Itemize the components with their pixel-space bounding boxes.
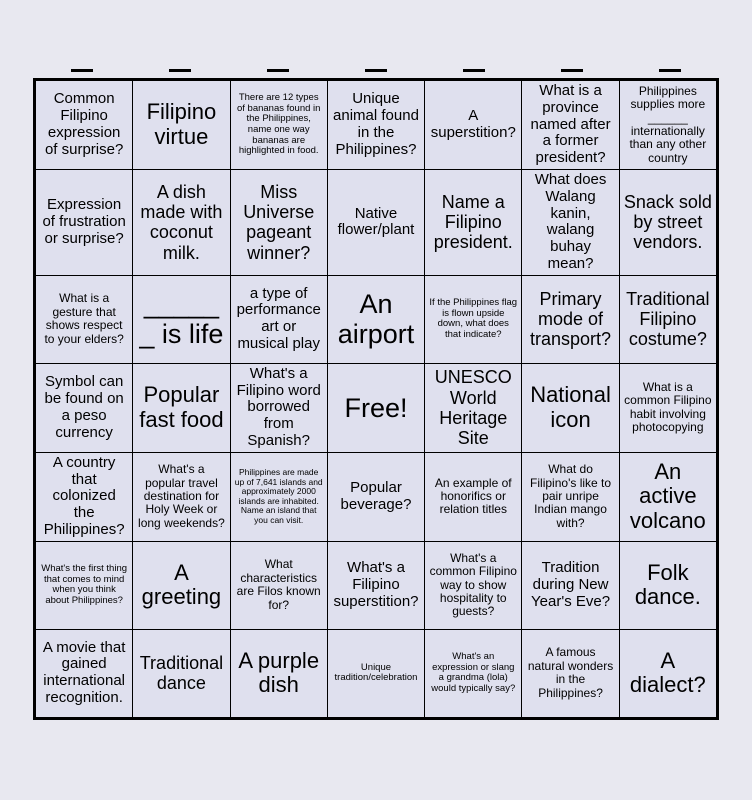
bingo-cell[interactable]: ______ is life [133, 275, 230, 363]
dash-icon [463, 69, 485, 72]
bingo-row [36, 363, 717, 452]
bingo-cell[interactable]: Traditional Filipino costume? [619, 275, 716, 363]
dash-icon [267, 69, 289, 72]
bingo-cell[interactable]: What's a Filipino word borrowed from Spanish? [230, 363, 327, 452]
bingo-cell[interactable]: What characteristics are Filos known for? [230, 541, 327, 629]
bingo-cell[interactable]: Snack sold by street vendors. [619, 169, 716, 275]
bingo-cell[interactable]: Tradition during New Year's Eve? [522, 541, 619, 629]
dash-icon [659, 69, 681, 72]
column-mark-3 [229, 62, 327, 78]
bingo-cell[interactable]: Expression of frustration or surprise? [36, 169, 133, 275]
bingo-row [36, 629, 717, 717]
bingo-row [36, 452, 717, 541]
bingo-cell[interactable]: Popular beverage? [327, 452, 424, 541]
bingo-cell[interactable]: If the Philippines flag is flown upside down, what does that indicate? [425, 275, 522, 363]
bingo-cell[interactable]: What do Filipino's like to pair unripe Indian mango with? [522, 452, 619, 541]
dash-icon [365, 69, 387, 72]
bingo-cell[interactable]: Folk dance. [619, 541, 716, 629]
bingo-cell[interactable]: What's the first thing that comes to mind when you think about Philippines? [36, 541, 133, 629]
bingo-cell[interactable]: What's an expression or slang a grandma (lola) would typically say? [425, 629, 522, 717]
bingo-cell[interactable]: A dialect? [619, 629, 716, 717]
bingo-cell[interactable]: What's a Filipino superstition? [327, 541, 424, 629]
bingo-cell[interactable]: Free! [327, 363, 424, 452]
bingo-cell[interactable]: An active volcano [619, 452, 716, 541]
bingo-cell[interactable]: A greeting [133, 541, 230, 629]
column-mark-1 [33, 62, 131, 78]
bingo-cell[interactable]: A purple dish [230, 629, 327, 717]
bingo-cell[interactable]: A famous natural wonders in the Philippines? [522, 629, 619, 717]
bingo-cell[interactable]: There are 12 types of bananas found in the Philippines, name one way bananas are highlighted in food. [230, 81, 327, 170]
bingo-cell[interactable]: What is a common Filipino habit involving photocopying [619, 363, 716, 452]
bingo-row [36, 169, 717, 275]
bingo-row [36, 541, 717, 629]
bingo-cell[interactable]: A country that colonized the Philippines? [36, 452, 133, 541]
bingo-cell[interactable]: Miss Universe pageant winner? [230, 169, 327, 275]
bingo-board [33, 78, 719, 720]
bingo-row [36, 81, 717, 170]
bingo-cell[interactable]: A dish made with coconut milk. [133, 169, 230, 275]
column-mark-6 [523, 62, 621, 78]
bingo-cell[interactable]: A superstition? [425, 81, 522, 170]
bingo-cell[interactable]: What's a popular travel destination for Holy Week or long weekends? [133, 452, 230, 541]
bingo-cell[interactable]: Philippines supplies more ______ internationally than any other country [619, 81, 716, 170]
column-mark-7 [621, 62, 719, 78]
dash-icon [561, 69, 583, 72]
bingo-cell[interactable]: Unique animal found in the Philippines? [327, 81, 424, 170]
bingo-cell[interactable]: Popular fast food [133, 363, 230, 452]
bingo-cell[interactable]: Primary mode of transport? [522, 275, 619, 363]
bingo-grid [35, 80, 717, 718]
bingo-cell[interactable]: Unique tradition/celebration [327, 629, 424, 717]
bingo-row [36, 275, 717, 363]
bingo-cell[interactable]: Native flower/plant [327, 169, 424, 275]
bingo-cell[interactable]: What does Walang kanin, walang buhay mean? [522, 169, 619, 275]
bingo-cell[interactable]: What's a common Filipino way to show hospitality to guests? [425, 541, 522, 629]
bingo-cell[interactable]: Philippines are made up of 7,641 islands and approximately 2000 islands are inhabited. Name an island that you can visit. [230, 452, 327, 541]
bingo-cell[interactable]: What is a province named after a former president? [522, 81, 619, 170]
column-mark-2 [131, 62, 229, 78]
bingo-cell[interactable]: National icon [522, 363, 619, 452]
column-mark-5 [425, 62, 523, 78]
bingo-cell[interactable]: Symbol can be found on a peso currency [36, 363, 133, 452]
column-header-marks [33, 62, 719, 78]
dash-icon [71, 69, 93, 72]
bingo-cell[interactable]: An example of honorifics or relation titles [425, 452, 522, 541]
bingo-cell[interactable]: An airport [327, 275, 424, 363]
dash-icon [169, 69, 191, 72]
bingo-cell[interactable]: What is a gesture that shows respect to your elders? [36, 275, 133, 363]
bingo-cell[interactable]: a type of performance art or musical play [230, 275, 327, 363]
column-mark-4 [327, 62, 425, 78]
bingo-cell[interactable]: Traditional dance [133, 629, 230, 717]
bingo-cell[interactable]: Name a Filipino president. [425, 169, 522, 275]
bingo-cell[interactable]: UNESCO World Heritage Site [425, 363, 522, 452]
bingo-cell[interactable]: A movie that gained international recognition. [36, 629, 133, 717]
bingo-cell[interactable]: Filipino virtue [133, 81, 230, 170]
bingo-cell[interactable]: Common Filipino expression of surprise? [36, 81, 133, 170]
